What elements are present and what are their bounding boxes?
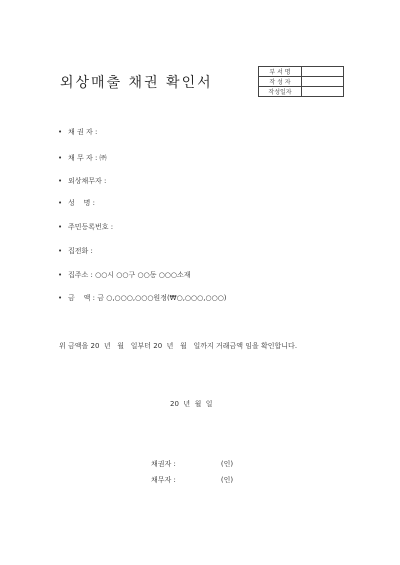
bullet-icon: • [58, 247, 63, 255]
seal-mark: (인) [220, 460, 234, 468]
field-home-phone [58, 246, 93, 256]
seal-mark: (인) [220, 476, 234, 484]
bullet-icon: • [58, 128, 63, 136]
approval-row-date [259, 87, 344, 97]
field-resident-number-text: 주민등록번호 : [68, 223, 114, 231]
approval-row-author [259, 77, 344, 87]
field-credit-debtor-text: 외상채무자 : [68, 177, 107, 185]
signature-creditor-label: 채권자 : [151, 460, 176, 468]
field-name-text: 성 명 : [68, 199, 96, 207]
confirmation-statement: 위 금액을 20 년 월 일부터 20 년 월 일까지 거래금액 임을 확인합니다. [59, 342, 298, 350]
field-home-address [58, 270, 191, 280]
bullet-icon: • [58, 294, 63, 302]
approval-value-department [302, 67, 344, 77]
approval-label-date: 작성일자 [259, 87, 302, 97]
field-credit-debtor [58, 176, 106, 186]
field-creditor [58, 127, 97, 137]
approval-row-department [259, 67, 344, 77]
field-amount-text: 금 액 : 금 ○,○○○,○○○원정(₩○,○○○,○○○) [68, 294, 227, 302]
bullet-icon: • [58, 199, 63, 207]
approval-label-author: 작 성 자 [259, 77, 302, 87]
signature-debtor [151, 475, 233, 485]
bullet-icon: • [58, 223, 63, 231]
document-title: 외상매출 채권 확인서 [60, 75, 213, 91]
field-debtor [58, 153, 107, 163]
date-line: 20 년 월 일 [170, 400, 213, 408]
approval-value-author [302, 77, 344, 87]
field-home-address-text: 집주소 : ○○시 ○○구 ○○동 ○○○소재 [68, 271, 191, 279]
approval-label-department: 부 서 명 [259, 67, 302, 77]
field-amount [58, 293, 227, 303]
approval-value-date [302, 87, 344, 97]
field-name [58, 198, 95, 208]
field-creditor-text: 채 권 자 : [68, 128, 98, 136]
signature-debtor-label: 채무자 : [151, 476, 176, 484]
bullet-icon: • [58, 271, 63, 279]
bullet-icon: • [58, 177, 63, 185]
bullet-icon: • [58, 154, 63, 162]
field-debtor-text: 채 무 자 : ㈜ [68, 154, 107, 162]
field-resident-number [58, 222, 113, 232]
approval-box [258, 66, 344, 97]
signature-creditor [151, 459, 233, 469]
field-home-phone-text: 집전화 : [68, 247, 93, 255]
